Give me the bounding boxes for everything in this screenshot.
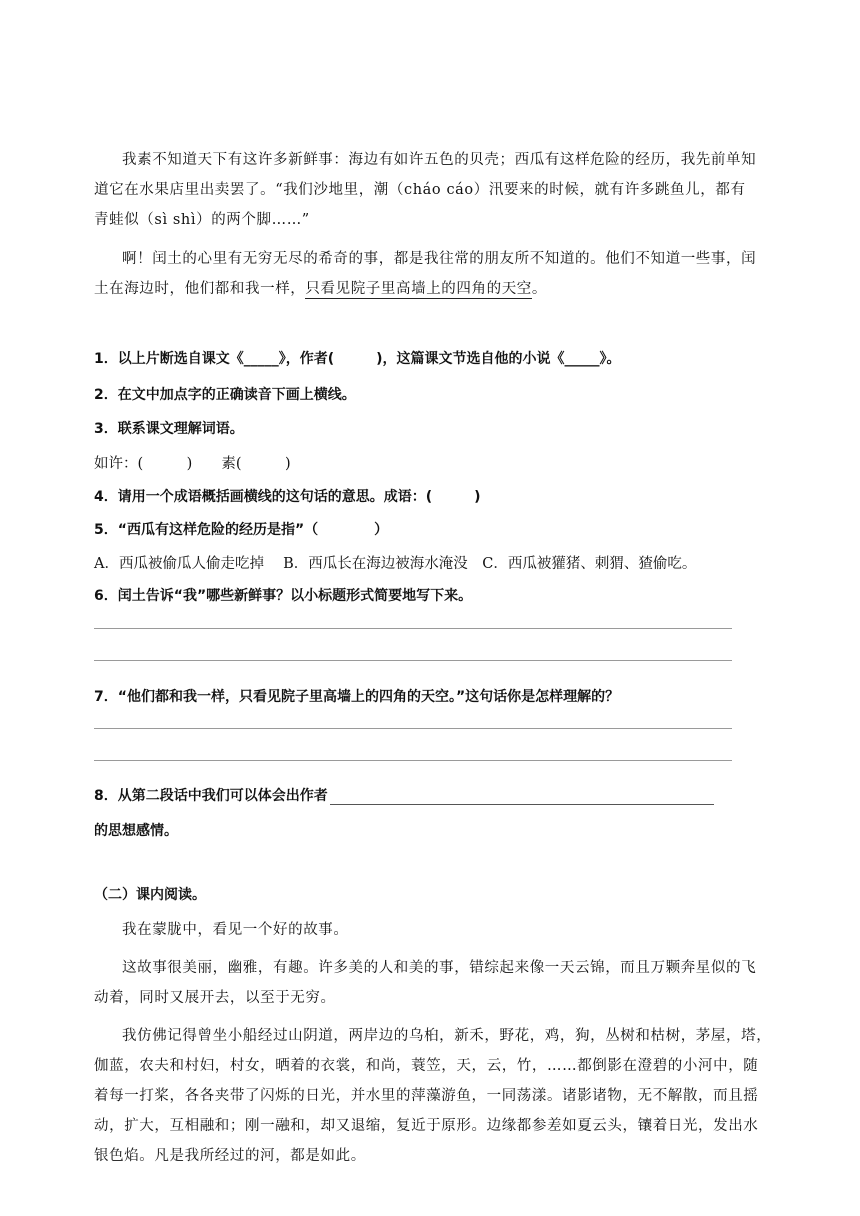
answer-line-q8 [330, 790, 714, 805]
question-6: 6．闰土告诉“我”哪些新鲜事？以小标题形式简要地写下来。 [94, 588, 473, 604]
section2-line-1: 我在蒙胧中，看见一个好的故事。 [122, 922, 349, 938]
passage1-line-1: 我素不知道天下有这许多新鲜事：海边有如许五色的贝壳；西瓜有这样危险的经历，我先前单知 [122, 152, 757, 168]
answer-line-q7-1 [94, 728, 732, 729]
section2-line-2: 这故事很美丽，幽雅，有趣。许多美的人和美的事，错综起来像一天云锦，而且万颗奔星似的飞 [122, 960, 757, 976]
passage1-line-5 [94, 277, 547, 298]
question-8-suffix: 的思想感情。 [94, 823, 178, 839]
underlined-sentence: 只看见院子里高墙上的四角的天空 [305, 281, 532, 297]
section2-line-8: 银色焰。凡是我所经过的河，都是如此。 [94, 1148, 366, 1164]
answer-line-q7-2 [94, 760, 732, 761]
question-3: 3．联系课文理解词语。 [94, 421, 244, 437]
section-2-heading: （二）课内阅读。 [94, 887, 206, 903]
passage1-line-3: 青蛙似（sì shì）的两个脚……” [94, 212, 310, 228]
section2-line-5: 伽蓝，农夫和村妇，村女，晒着的衣裳，和尚，蓑笠，天，云，竹，……都倒影在澄碧的小河中，随 [94, 1058, 759, 1074]
question-5-options: A．西瓜被偷瓜人偷走吃掉 B．西瓜长在海边被海水淹没 C．西瓜被獾猪、刺猬、猹偷吃。 [94, 556, 697, 572]
question-1: 1．以上片断选自课文《_____》，作者( )，这篇课文节选自他的小说《_____》。 [94, 351, 621, 367]
section2-line-3: 动着，同时又展开去，以至于无穷。 [94, 990, 336, 1006]
question-2: 2．在文中加点字的正确读音下画上横线。 [94, 387, 356, 403]
question-8 [94, 785, 714, 805]
passage1-line-4: 啊！闰土的心里有无穷无尽的希奇的事，都是我往常的朋友所不知道的。他们不知道一些事，闰 [122, 251, 757, 267]
question-7: 7．“他们都和我一样，只看见院子里高墙上的四角的天空。”这句话你是怎样理解的？ [94, 689, 620, 705]
question-3-items: 如许：( ) 素( ) [94, 456, 291, 472]
question-4: 4．请用一个成语概括画横线的这句话的意思。成语：( ) [94, 489, 481, 505]
section2-line-7: 动，扩大，互相融和；刚一融和，却又退缩，复近于原形。边缘都参差如夏云头，镶着日光，发出水 [94, 1118, 759, 1134]
passage1-line-5-suffix: 。 [531, 281, 548, 297]
question-8-prefix: 8．从第二段话中我们可以体会出作者 [94, 788, 328, 804]
section2-line-4: 我仿佛记得曾坐小船经过山阴道，两岸边的乌桕，新禾，野花，鸡，狗，丛树和枯树，茅屋，塔， [122, 1028, 772, 1044]
section2-line-6: 着每一打桨，各各夹带了闪烁的日光，并水里的萍藻游鱼，一同荡漾。诸影诸物，无不解散，而且摇 [94, 1088, 759, 1104]
answer-line-q6-1 [94, 628, 732, 629]
passage1-line-2: 道它在水果店里出卖罢了。“我们沙地里，潮（cháo cáo）汛要来的时候，就有许多跳鱼儿，都有 [94, 182, 746, 198]
answer-line-q6-2 [94, 660, 732, 661]
passage1-line-5-prefix: 土在海边时，他们都和我一样， [94, 281, 306, 297]
question-5: 5．“西瓜有这样危险的经历是指”（ ） [94, 522, 389, 538]
